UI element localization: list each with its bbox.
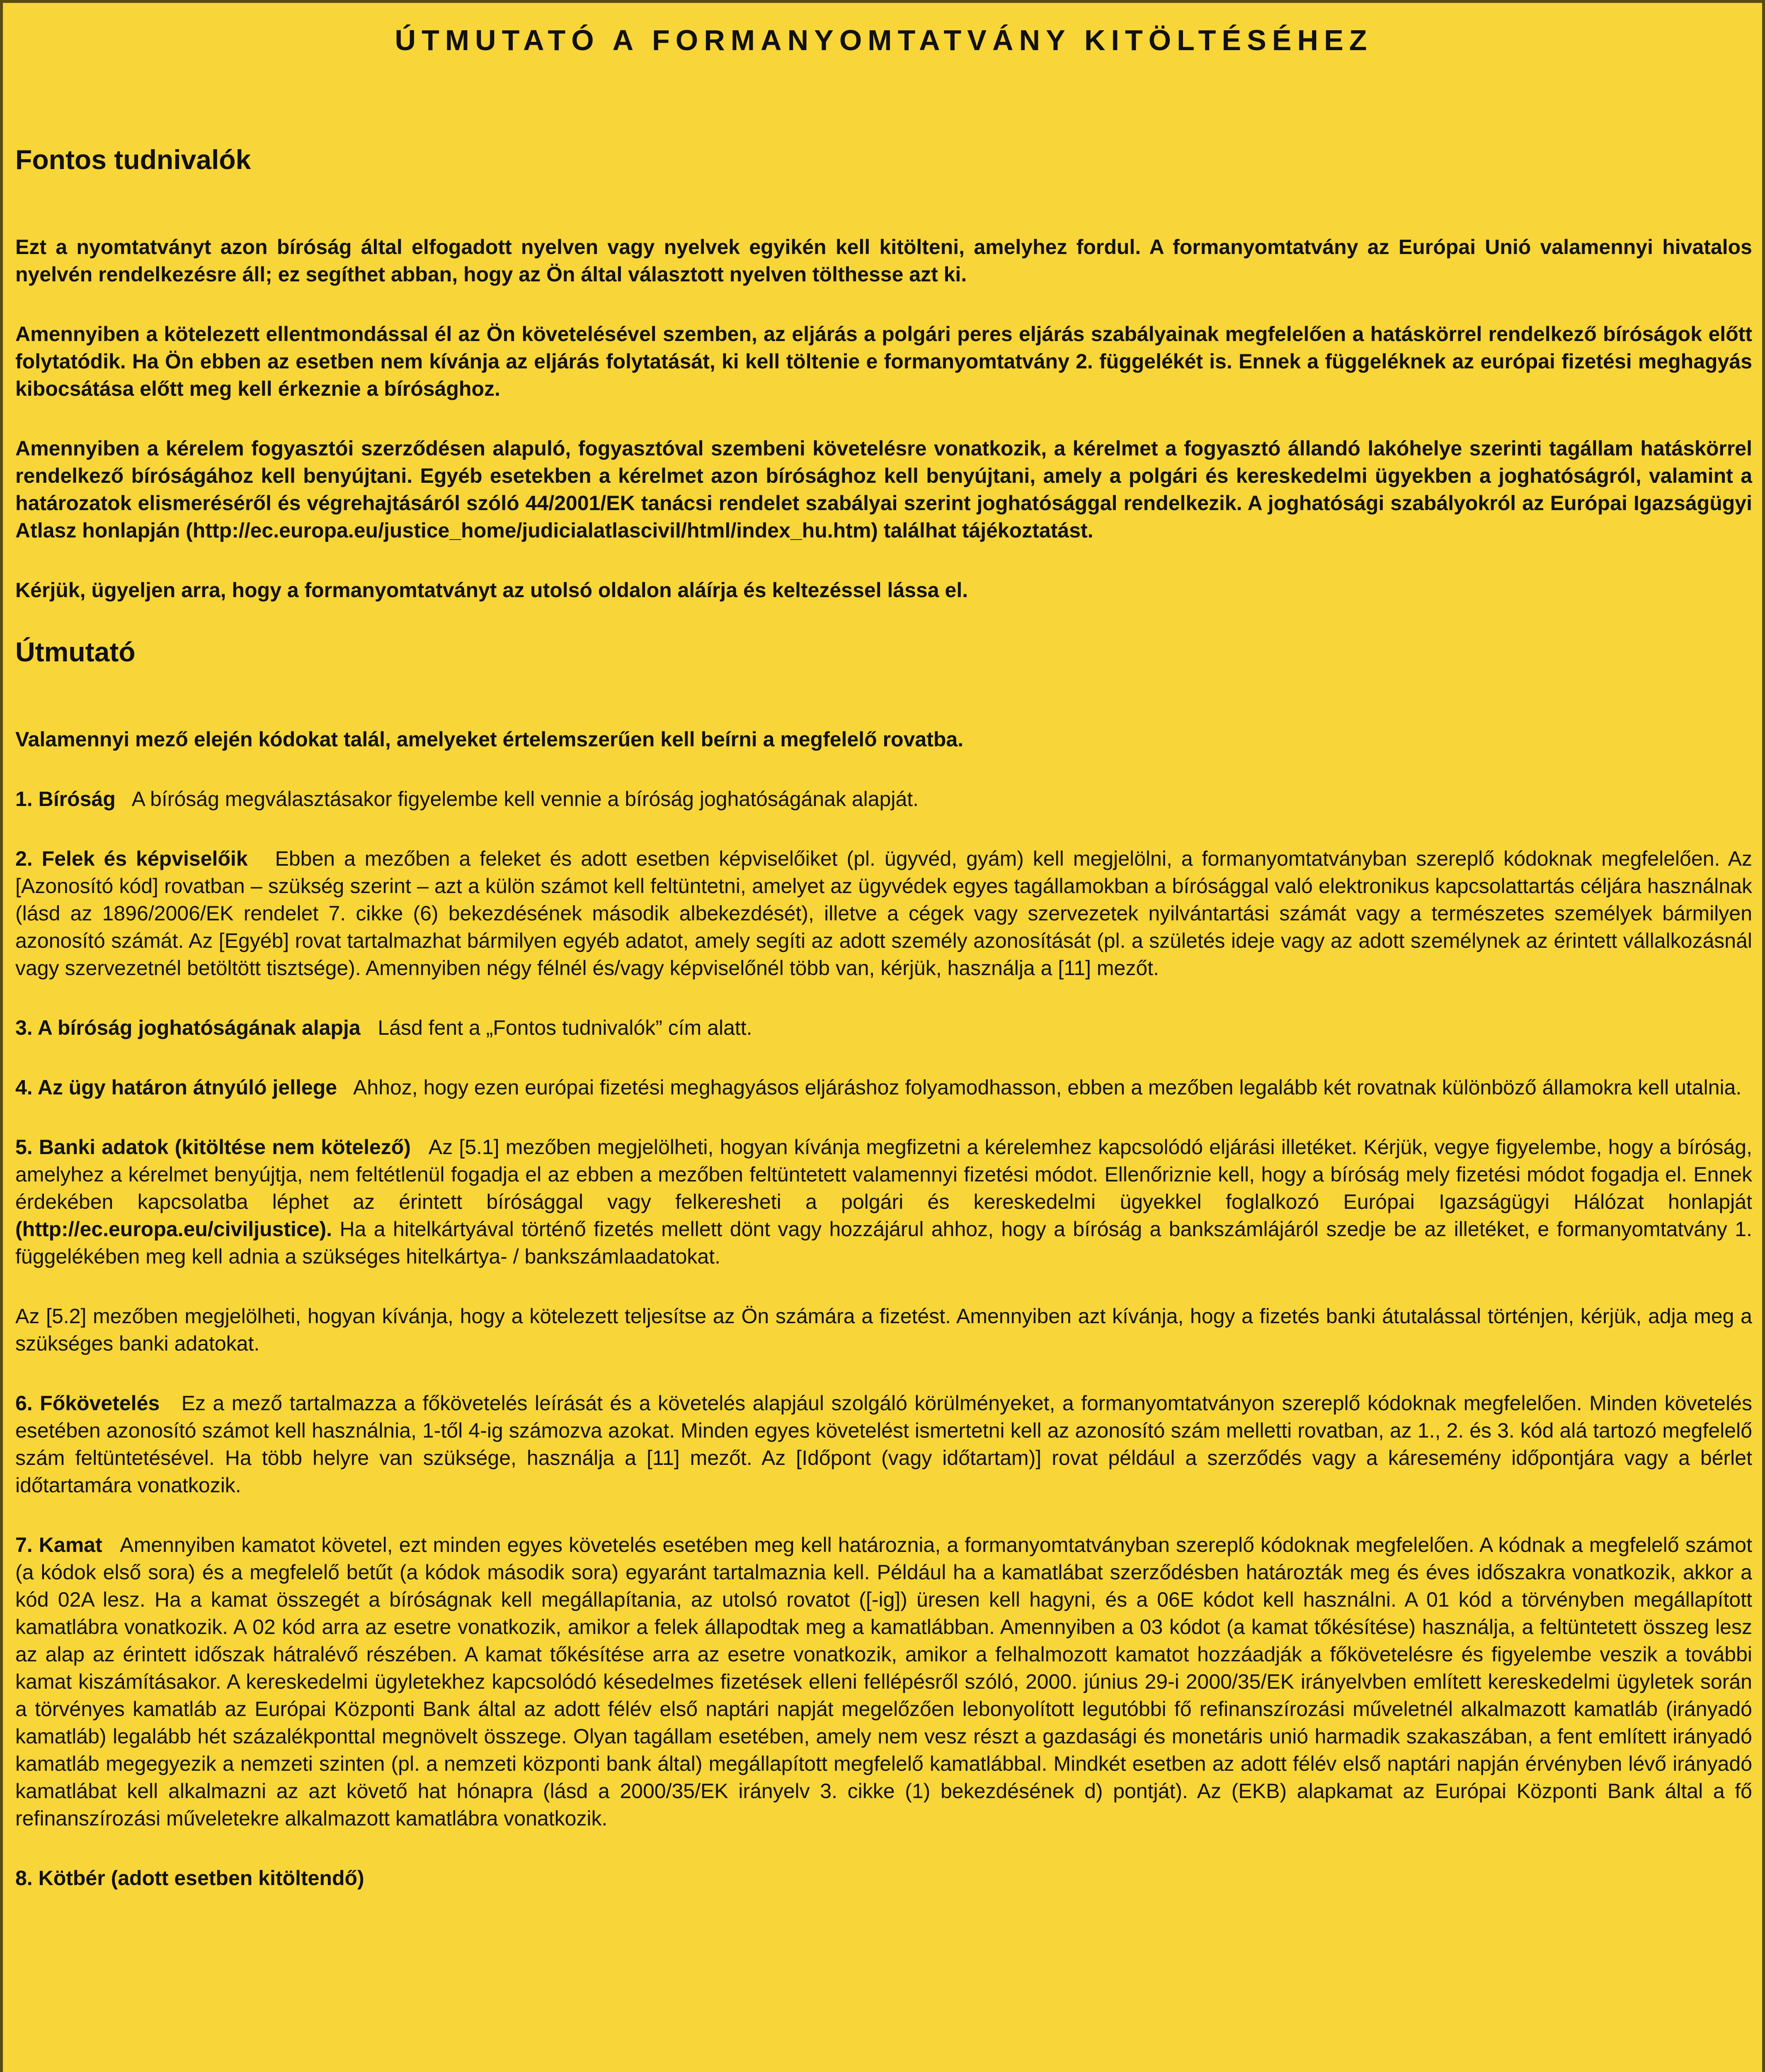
item-label: 2. Felek és képviselőik — [15, 847, 248, 870]
item-label: 8. Kötbér (adott esetben kitöltendő) — [15, 1866, 364, 1890]
item-label: 5. Banki adatok (kitöltése nem kötelező) — [15, 1135, 411, 1159]
section-heading-important: Fontos tudnivalók — [15, 144, 251, 175]
item-principal-claim — [15, 1389, 1752, 1499]
paragraph-bank-transfer: Az [5.2] mezőben megjelölheti, hogyan kívánja, hogy a kötelezett teljesítse az Ön számára a fizetést. Amennyiben azt kívánja, hogy a fizetés banki átutalással történjen, kérjük, adja meg a szükséges banki adatokat. — [15, 1305, 1752, 1355]
item-label: 7. Kamat — [15, 1533, 102, 1556]
paragraph-codes: Valamennyi mező elején kódokat talál, amelyeket értelemszerűen kell beírni a megfelelő rovatba. — [15, 728, 964, 751]
item-label: 4. Az ügy határon átnyúló jellege — [15, 1076, 337, 1099]
item-text: Ebben a mezőben a feleket és adott esetben képviselőiket (pl. ügyvéd, gyám) kell megjelölni, a formanyomtatványban szereplő kódoknak megfelelően. Az [Azonosító kód] rovatban – szükség szerint – azt a külön számot kell feltüntetni, amelyet az ügyvédek egyes tagállamokban a bírósággal való elektronikus kapcsolattartás céljára használnak (lásd az 1896/2006/EK rendelet 7. cikke (6) bekezdésének második albekezdését), illetve a cégek vagy szervezetek nyilvántartási számát vagy a természetes személyek bármilyen azonosító számát. Az [Egyéb] rovat tartalmazhat bármilyen egyéb adatot, amely segíti az adott személy azonosítását (pl. a születés ideje vagy az adott személynek az érintett vállalkozásnál vagy szervezetnél betöltött tisztsége). Amennyiben négy félnél és/vagy képviselőnél több van, kérjük, használja a [11] mezőt. — [15, 847, 1752, 980]
item-penalty — [15, 1864, 1752, 1892]
item-text: Lásd fent a „Fontos tudnivalók” cím alatt. — [378, 1016, 752, 1039]
document-content — [15, 24, 1752, 1924]
section-heading-guide: Útmutató — [15, 637, 136, 667]
paragraph-jurisdiction: Amennyiben a kérelem fogyasztói szerződésen alapuló, fogyasztóval szembeni követelésre vonatkozik, a kérelmet a fogyasztó állandó lakóhelye szerinti tagállam hatáskörrel rendelkező bíróságához kell benyújtani. Egyéb esetekben a kérelmet azon bírósághoz kell benyújtani, amely a polgári és kereskedelmi ügyekben a joghatóságról, valamint a határozatok elismeréséről és végrehajtásáról szóló 44/2001/EK tanácsi rendelet szabályai szerint joghatósággal rendelkezik. A joghatósági szabályokról az Európai Igazságügyi Atlasz honlapján (http://ec.europa.eu/justice_home/judicialatlascivil/html/index_hu.htm) találhat tájékoztatást. — [15, 437, 1752, 542]
item-text: Az [5.1] mezőben megjelölheti, hogyan kívánja megfizetni a kérelemhez kapcsolódó eljárási illetéket. Kérjük, vegye figyelembe, hogy a bíróság, amelyhez a kérelmet benyújtja, nem feltétlenül fogadja el az ebben a mezőben feltüntetett valamennyi fizetési módot. Ellenőriznie kell, hogy a bíróság mely fizetési módot fogadja el. Ennek érdekében kapcsolatba léphet az érintett bírósággal vagy felkeresheti a polgári és kereskedelmi ügyekkel foglalkozó Európai Igazságügyi Hálózat honlapját — [15, 1135, 1752, 1213]
item-cross-border — [15, 1074, 1752, 1101]
item-label: 6. Főkövetelés — [15, 1392, 160, 1415]
item-text: Ahhoz, hogy ezen európai fizetési meghagyásos eljáráshoz folyamodhasson, ebben a mezőben legalább két rovatnak különböző államokra kell utalnia. — [353, 1076, 1742, 1099]
civiljustice-link[interactable]: (http://ec.europa.eu/civiljustice). — [15, 1218, 332, 1241]
item-jurisdiction-basis — [15, 1014, 1752, 1041]
page-title: ÚTMUTATÓ A FORMANYOMTATVÁNY KITÖLTÉSÉHEZ — [395, 24, 1373, 56]
paragraph-language: Ezt a nyomtatványt azon bíróság által elfogadott nyelven vagy nyelvek egyikén kell kitölteni, amelyhez fordul. A formanyomtatvány az Európai Unió valamennyi hivatalos nyelvén rendelkezésre áll; ez segíthet abban, hogy az Ön által választott nyelven tölthesse azt ki. — [15, 235, 1752, 286]
item-interest — [15, 1531, 1752, 1832]
item-court — [15, 785, 1752, 813]
item-label: 1. Bíróság — [15, 787, 116, 811]
item-label: 3. A bíróság joghatóságának alapja — [15, 1016, 361, 1039]
item-text: Ez a mező tartalmazza a főkövetelés leírását és a követelés alapjául szolgáló körülményeket, a formanyomtatványon szereplő kódoknak megfelelően. Minden követelés esetében azonosító számot kell használnia, 1-től 4-ig számozva azokat. Minden egyes követelést ismertetni kell az azonosító szám melletti rovatban, az 1., 2. és 3. kód alá tartozó megfelelő szám feltüntetésével. Ha több helyre van szüksége, használja a [11] mezőt. Az [Időpont (vagy időtartam)] rovat például a szerződés vagy a káresemény időpontjára vagy a bérlet időtartamára vonatkozik. — [15, 1392, 1752, 1497]
item-text: A bíróság megválasztásakor figyelembe kell vennie a bíróság joghatóságának alapját. — [131, 787, 919, 811]
paragraph-signature: Kérjük, ügyeljen arra, hogy a formanyomtatványt az utolsó oldalon aláírja és keltezéssel lássa el. — [15, 579, 968, 602]
item-text: Ha a hitelkártyával történő fizetés mellett dönt vagy hozzájárul ahhoz, hogy a bíróság a bankszámlájáról szedje be az illetéket, e formanyomtatvány 1. függelékében meg kell adnia a szükséges hitelkártya- / bankszámlaadatokat. — [15, 1218, 1752, 1268]
item-bank-details — [15, 1133, 1752, 1270]
item-parties — [15, 845, 1752, 982]
paragraph-opposition: Amennyiben a kötelezett ellentmondással él az Ön követelésével szemben, az eljárás a polgári peres eljárás szabályainak megfelelően a hatáskörrel rendelkező bíróságok előtt folytatódik. Ha Ön ebben az esetben nem kívánja az eljárás folytatását, ki kell töltenie e formanyomtatvány 2. függelékét is. Ennek a függeléknek az európai fizetési meghagyás kibocsátása előtt meg kell érkeznie a bírósághoz. — [15, 322, 1752, 400]
item-text: Amennyiben kamatot követel, ezt minden egyes követelés esetében meg kell határoznia, a formanyomtatványban szereplő kódoknak megfelelően. A kódnak a megfelelő számot (a kódok első sora) és a megfelelő betűt (a kódok második sora) egyaránt tartalmaznia kell. Például ha a kamatlábat szerződésben határozták meg és éves időszakra vonatkozik, akkor a kód 02A lesz. Ha a kamat összegét a bíróságnak kell megállapítania, az utolsó rovatot ([-ig]) üresen kell hagyni, és a 06E kódot kell használni. A 01 kód a törvényben megállapított kamatlábra vonatkozik. A 02 kód arra az esetre vonatkozik, amikor a felek állapodtak meg a kamatlábban. Amennyiben a 03 kódot (a kamat tőkésítése) használja, a feltüntetett összeg lesz az alap az érintett időszak hátralévő részében. A kamat tőkésítése arra az esetre vonatkozik, amikor a felhalmozott kamatot hozzáadják a főkövetelésre és figyelembe veszik a további kamat kiszámításakor. A kereskedelmi ügyletekhez kapcsolódó késedelmes fizetések elleni fellépésről szóló, 2000. június 29-i 2000/35/EK irányelvben említett kereskedelmi ügyletek során a törvényes kamatláb az Európai Központi Bank által az adott félév első naptári napját megelőzően lebonyolított legutóbbi fő refinanszírozási műveletnél alkalmazott kamatláb (irányadó kamatláb) legalább hét százalékponttal megnövelt összege. Olyan tagállam esetében, amely nem vesz részt a gazdasági és monetáris unió harmadik szakaszában, a fent említett irányadó kamatláb megegyezik a nemzeti szinten (pl. a nemzeti központi bank által) megállapított megfelelő kamatlábbal. Mindkét esetben az adott félév első naptári napján érvényben lévő irányadó kamatlábat kell alkalmazni az azt követő hat hónapra (lásd a 2000/35/EK irányelv 3. cikke (1) bekezdésének d) pontját). Az (EKB) alapkamat az Európai Központi Bank által a fő refinanszírozási műveletekre alkalmazott kamatlábra vonatkozik. — [15, 1533, 1752, 1830]
